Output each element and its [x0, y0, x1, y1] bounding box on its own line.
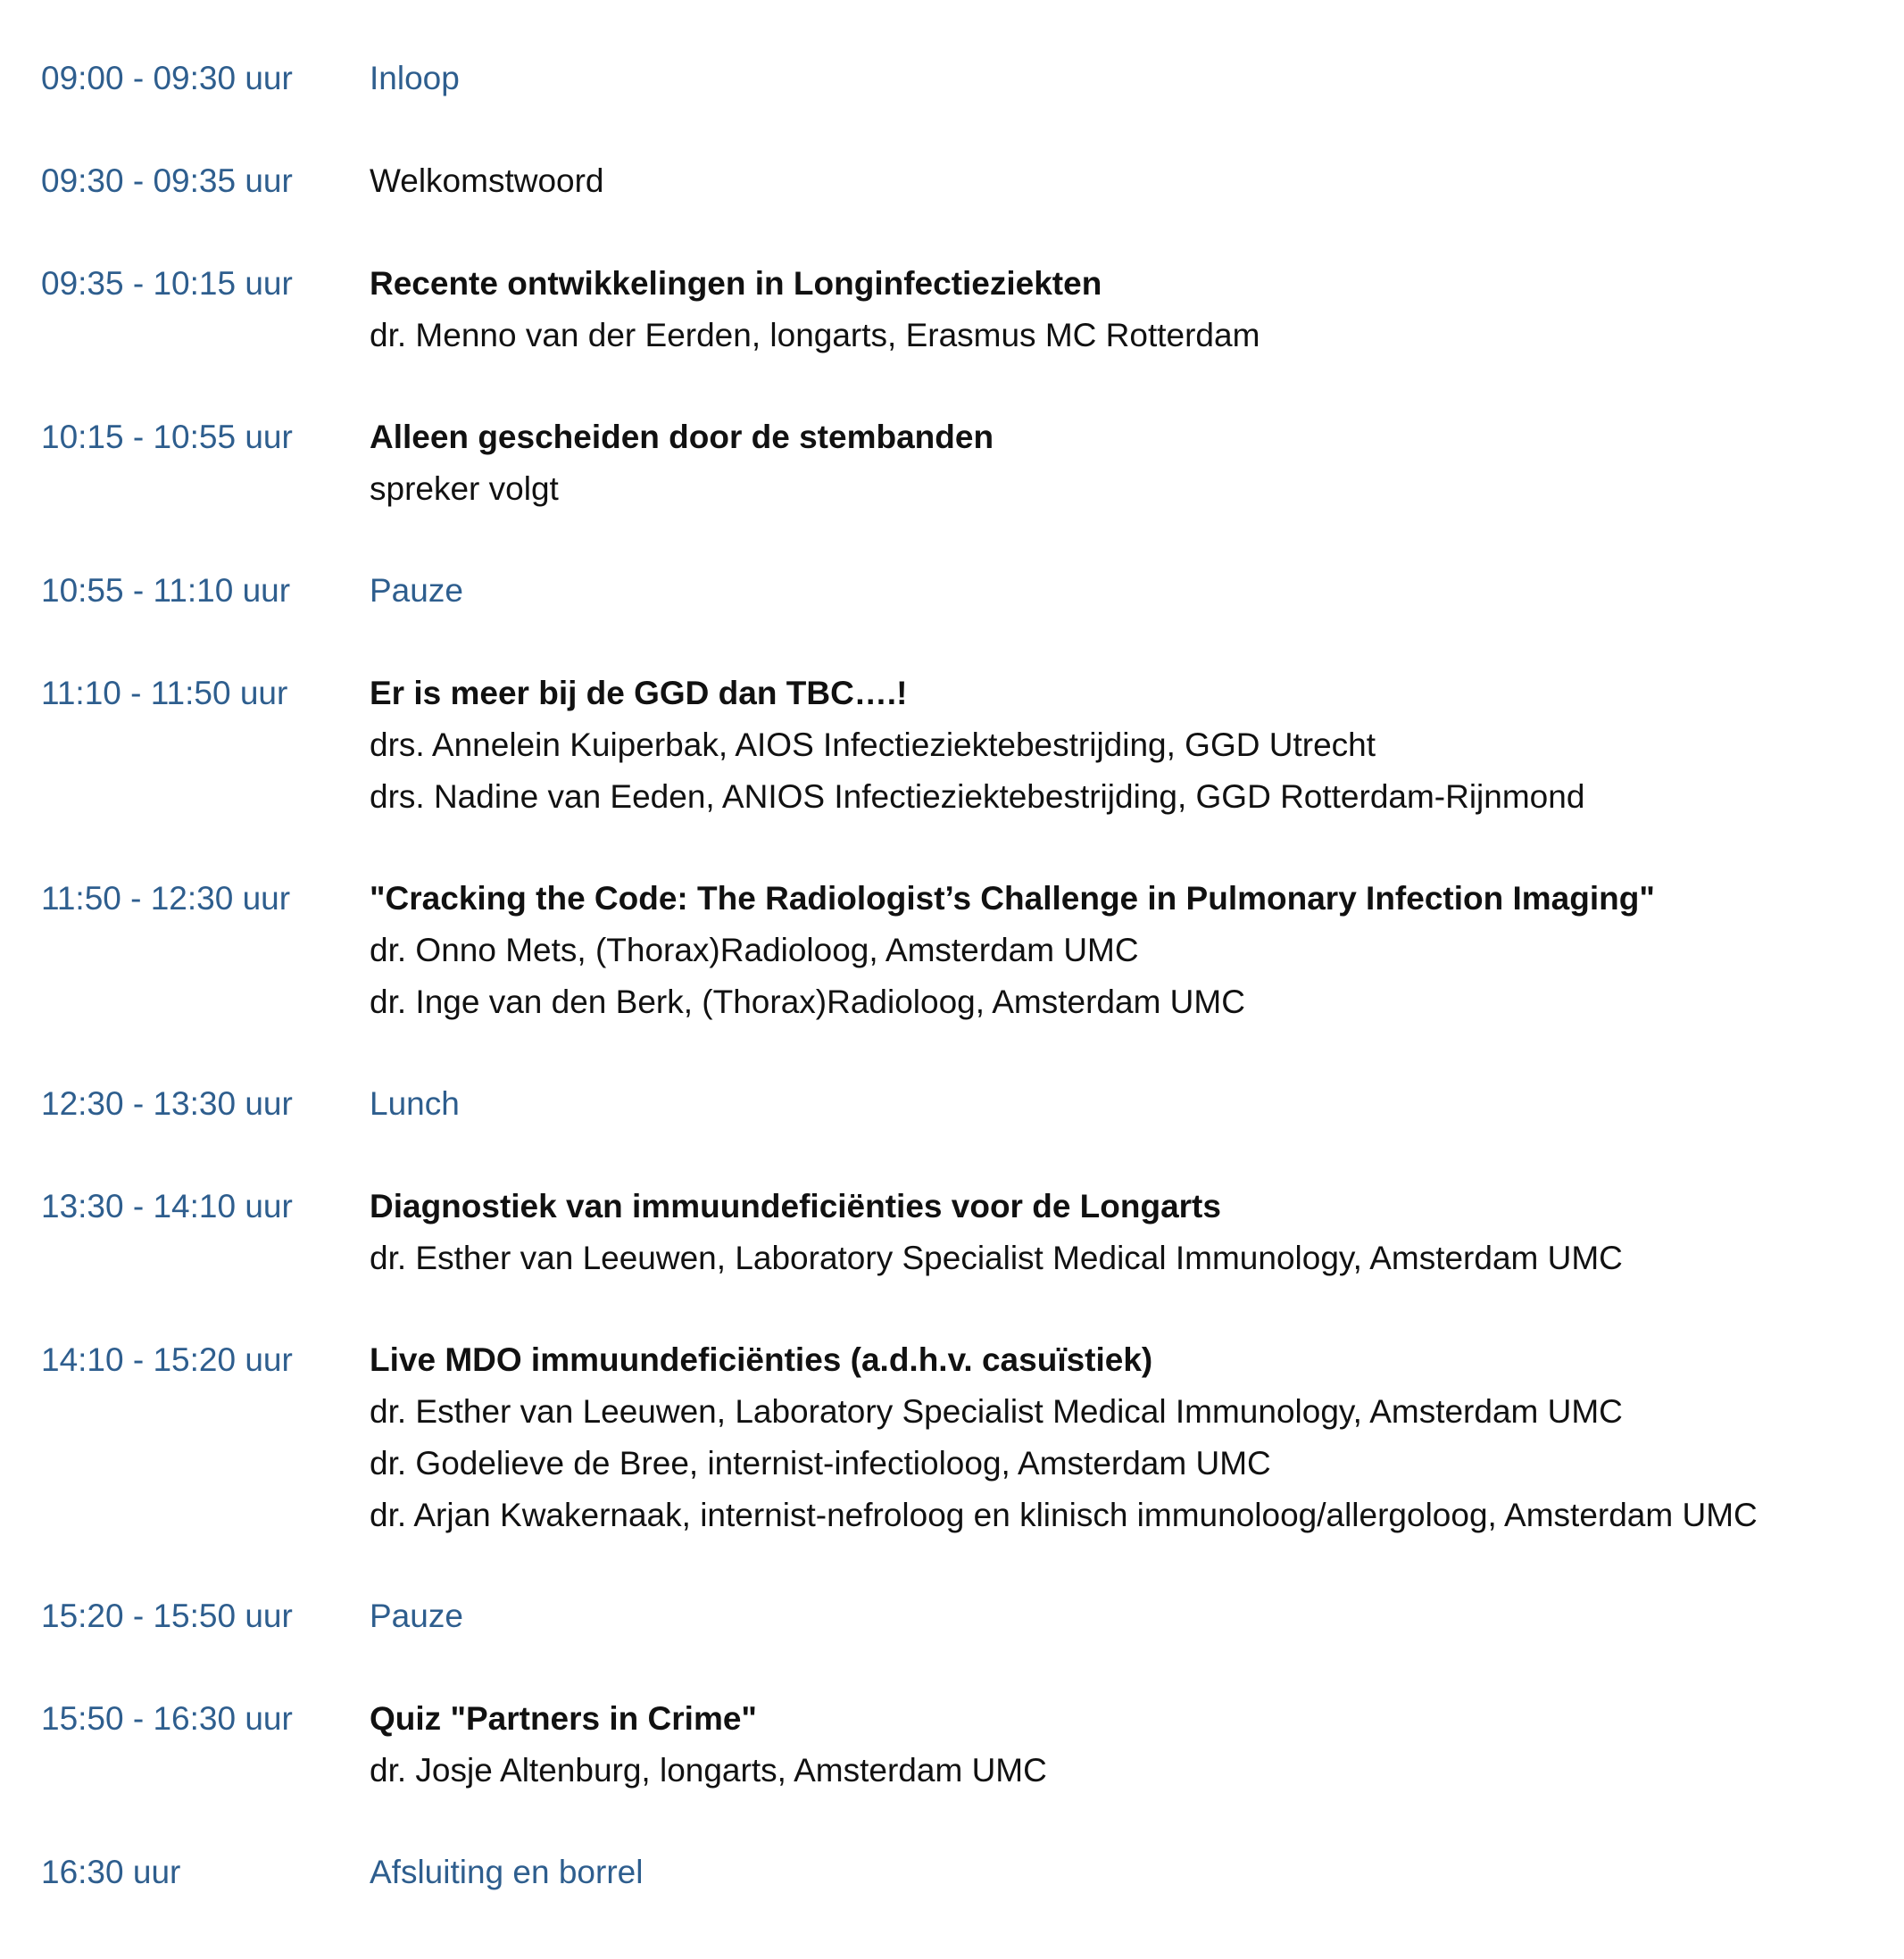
agenda-time: 10:15 - 10:55 uur — [41, 419, 293, 455]
agenda-content — [370, 1078, 1887, 1130]
agenda-content — [370, 1693, 1887, 1797]
agenda-title: Pauze — [370, 572, 463, 609]
session-title: Er is meer bij de GGD dan TBC….! — [370, 675, 908, 711]
speaker-line: dr. Inge van den Berk, (Thorax)Radioloog, Amsterdam UMC — [370, 984, 1245, 1020]
agenda-time: 16:30 uur — [41, 1854, 181, 1890]
speaker-line: dr. Esther van Leeuwen, Laboratory Specialist Medical Immunology, Amsterdam UMC — [370, 1240, 1623, 1276]
agenda-title: Pauze — [370, 1598, 463, 1634]
agenda-time: 11:10 - 11:50 uur — [41, 675, 288, 711]
session-title: Recente ontwikkelingen in Longinfectieziekten — [370, 265, 1102, 302]
agenda-time: 11:50 - 12:30 uur — [41, 880, 291, 917]
agenda-content — [370, 258, 1887, 361]
speaker-line: dr. Menno van der Eerden, longarts, Erasmus MC Rotterdam — [370, 317, 1260, 353]
agenda-content — [370, 565, 1887, 617]
agenda-time: 12:30 - 13:30 uur — [41, 1085, 293, 1122]
agenda-time: 14:10 - 15:20 uur — [41, 1341, 293, 1378]
agenda-content — [370, 53, 1887, 104]
agenda-title: Afsluiting en borrel — [370, 1854, 644, 1890]
speaker-line: drs. Annelein Kuiperbak, AIOS Infectieziektebestrijding, GGD Utrecht — [370, 726, 1376, 763]
session-title: Quiz "Partners in Crime" — [370, 1700, 757, 1737]
agenda-content — [370, 1847, 1887, 1898]
agenda-content — [370, 668, 1887, 823]
agenda-time: 10:55 - 11:10 uur — [41, 572, 291, 609]
session-title: Live MDO immuundeficiënties (a.d.h.v. casuïstiek) — [370, 1341, 1153, 1378]
agenda-time: 13:30 - 14:10 uur — [41, 1188, 293, 1224]
speaker-line: dr. Godelieve de Bree, internist-infectioloog, Amsterdam UMC — [370, 1445, 1271, 1482]
agenda-title: Lunch — [370, 1085, 460, 1122]
agenda-content — [370, 155, 1887, 207]
agenda-content — [370, 1334, 1887, 1541]
agenda-time: 09:35 - 10:15 uur — [41, 265, 293, 302]
agenda-content — [370, 1590, 1887, 1642]
speaker-line: dr. Josje Altenburg, longarts, Amsterdam UMC — [370, 1752, 1047, 1789]
speaker-line: spreker volgt — [370, 470, 559, 507]
agenda-content — [370, 1181, 1887, 1284]
agenda-title: Welkomstwoord — [370, 162, 604, 199]
speaker-line: dr. Esther van Leeuwen, Laboratory Specialist Medical Immunology, Amsterdam UMC — [370, 1393, 1623, 1430]
session-title: "Cracking the Code: The Radiologist’s Challenge in Pulmonary Infection Imaging" — [370, 880, 1655, 917]
agenda-time: 15:50 - 16:30 uur — [41, 1700, 293, 1737]
speaker-line: dr. Onno Mets, (Thorax)Radioloog, Amsterdam UMC — [370, 932, 1139, 968]
agenda-time: 09:30 - 09:35 uur — [41, 162, 293, 199]
agenda-title: Inloop — [370, 60, 460, 96]
speaker-line: dr. Arjan Kwakernaak, internist-nefroloog en klinisch immunoloog/allergoloog, Amsterdam UMC — [370, 1497, 1758, 1533]
session-title: Alleen gescheiden door de stembanden — [370, 419, 994, 455]
agenda-content — [370, 873, 1887, 1028]
speaker-line: drs. Nadine van Eeden, ANIOS Infectieziektebestrijding, GGD Rotterdam-Rijnmond — [370, 778, 1585, 815]
session-title: Diagnostiek van immuundeficiënties voor de Longarts — [370, 1188, 1221, 1224]
agenda-time: 09:00 - 09:30 uur — [41, 60, 293, 96]
agenda-content — [370, 411, 1887, 515]
agenda-time: 15:20 - 15:50 uur — [41, 1598, 293, 1634]
